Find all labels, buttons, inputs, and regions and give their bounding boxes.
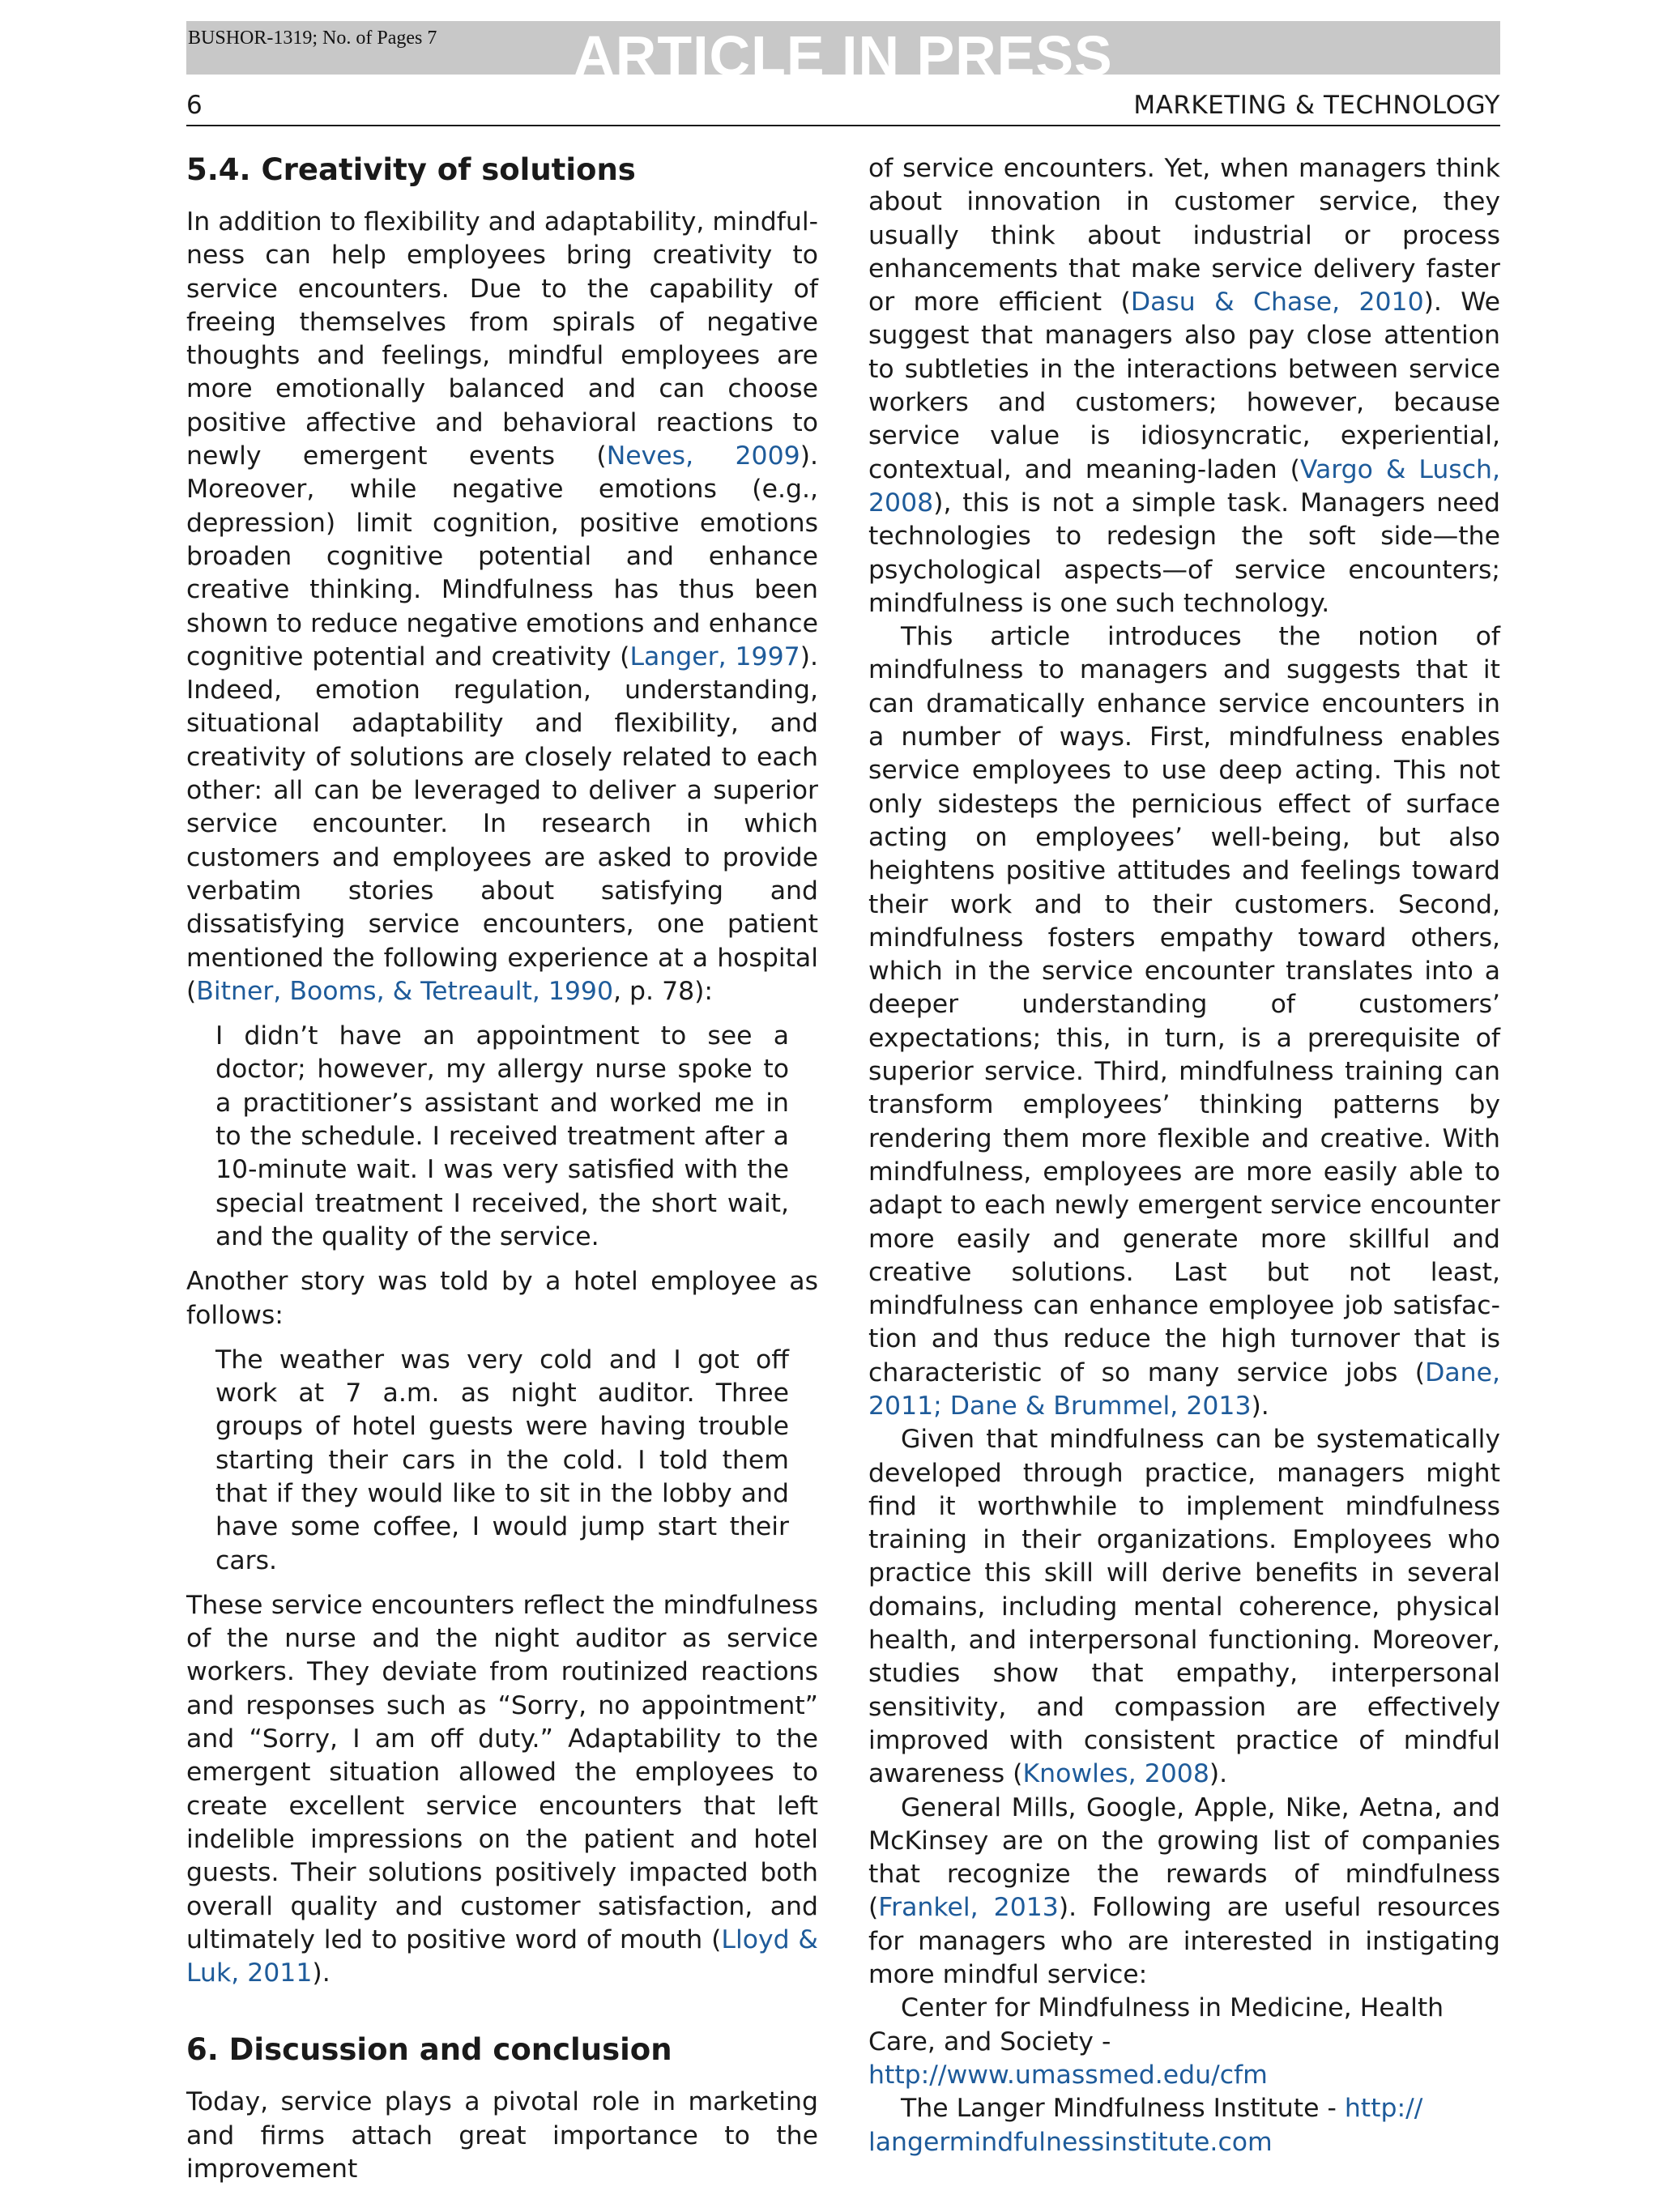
citation-neves-2009[interactable]: Neves, 2009 xyxy=(606,441,800,471)
citation-frankel-2013[interactable]: Frankel, 2013 xyxy=(878,1893,1059,1923)
paragraph-article-introduces: This article introduces the notion of mindfulness to managers and suggests that it can dramatically enhance service encounters in a number of ways. First, mindfulness enables service employees to use deep acting. This not only sidesteps the pernicious effect of surface acting on employees’ well-being, but also heightens positive attitudes and feelings toward their work and to their customers. Second, mindfulness fosters empathy toward others, which in the service encounter translates into a deeper understanding of customers’ expectations; this, in turn, is a prerequisite of superior service. Third, mindfulness training can transform employees’ thinking patterns by rendering them more flexible and creative. With mindfulness, employees are more easily able to adapt to each newly emergent service encounter more easily and generate more skillful and creative solutions. Last but not least, mindfulness can enhance employee job satisfaction and thus reduce the high turnover that is characteristic of so many service jobs (Dane, 2011; Dane & Brummel, 2013). xyxy=(868,622,1500,1421)
citation-bitner-1990[interactable]: Bitner, Booms, & Tetreault, 1990 xyxy=(196,976,614,1006)
link-umassmed-cfm[interactable]: http://www.umassmed.edu/cfm xyxy=(868,2060,1268,2090)
paragraph-systematically-developed: Given that mindfulness can be systematically developed through practice, managers might find it worthwhile to implement mindfulness training in their organizations. Employees who practice this skill will derive benefits in several domains, including mental coherence, physical health, and interpersonal functioning. Moreover, studies show that empathy, interpersonal sensitivity, and compassion are effectively improved with consistent practice of mindful awareness (Knowles, 2008). xyxy=(868,1425,1500,1789)
resource-umass-cfm: Center for Mindfulness in Medicine, Health Care, and Society - http://www.umassmed.edu/cfm xyxy=(868,1993,1444,2090)
quote-hotel-employee: The weather was very cold and I got off work at 7 a.m. as night auditor. Three groups of hotel guests were having trouble starting their cars in the cold. I told them that if they would like to sit in the lobby and have some coffee, I would jump start their cars. xyxy=(215,1345,789,1575)
citation-langer-1997[interactable]: Langer, 1997 xyxy=(629,641,800,671)
citation-dane-2011-2013[interactable]: Dane, 2011; Dane & Brummel, 2013 xyxy=(868,1357,1500,1421)
left-column xyxy=(186,152,818,2186)
heading-discussion-conclusion: 6. Discussion and conclusion xyxy=(186,2032,672,2068)
paragraph-companies-list: General Mills, Google, Apple, Nike, Aetna, and McKinsey are on the growing list of companies that recognize the rewards of mindfulness (Frankel, 2013). Following are useful resources for managers who are interested in instigating more mindful service: xyxy=(868,1792,1500,1990)
citation-dasu-chase-2010[interactable]: Dasu & Chase, 2010 xyxy=(1130,288,1424,318)
citation-vargo-lusch-2008[interactable]: Vargo & Lusch, 2008 xyxy=(868,454,1501,518)
paragraph-service-encounters-cont: of service encounters. Yet, when managers think about innovation in customer service, they usually think about industrial or process enhancements that make service delivery faster or more efficient (Dasu & Chase, 2010). We suggest that managers also pay close attention to subtleties in the interactions between service workers and customers; however, because service value is idiosyncratic, experiential, contextual, and meaning-laden (Vargo & Lusch, 2008), this is not a simple task. Managers need technologies to redesign the soft side—the psychological aspects—of service encounters; mindfulness is one such technology. xyxy=(868,154,1501,618)
article-in-press-banner xyxy=(186,21,1500,87)
paragraph-today-service: Today, service plays a pivotal role in marketing and firms attach great importance to the improvement xyxy=(186,2087,818,2184)
heading-creativity-of-solutions: 5.4. Creativity of solutions xyxy=(186,152,636,187)
running-header xyxy=(186,87,1500,126)
paragraph-creativity: In addition to flexibility and adaptability, mindfulness can help employees bring creativity to service encounters. Due to the capability of freeing themselves from spirals of negative thoughts and feelings, mindful employees are more emotionally balanced and can choose positive affective and behavioral reactions to newly emergent events (Neves, 2009). Moreover, while negative emotions (e.g., depression) limit cognition, positive emotions broaden cognitive potential and enhance creative thinking. Mindfulness has thus been shown to reduce negative emotions and enhance cognitive potential and creativity (Langer, 1997). Indeed, emotion regulation, understanding, situational adaptability and flexibility, and creativity of solutions are closely related to each other: all can be leveraged to deliver a superior service encounter. In research in which customers and employees are asked to provide verbatim stories about satisfying and dissatisfying service encounters, one patient mentioned the following experience at a hospital (Bitner, Booms, & Tetreault, 1990, p. 78): xyxy=(186,207,818,1006)
resource-langer-institute: The Langer Mindfulness Institute - http:// langermindfulnessinstitute.com xyxy=(868,2094,1423,2157)
paragraph-encounters-reflect: These service encounters reflect the mindfulness of the nurse and the night auditor as service workers. They deviate from routinized reactions and responses such as “Sorry, no appointment” and “Sorry, I am off duty.” Adaptability to the emergent situation allowed the employees to create excellent service encounters that left indelible impressions on the patient and hotel guests. Their solutions positively impacted both overall quality and customer satisfaction, and ultimately led to positive word of mouth (Lloyd & Luk, 2011). xyxy=(186,1590,818,1988)
banner-title: ARTICLE IN PRESS xyxy=(574,24,1113,87)
link-langer-institute[interactable]: http:// langermindfulnessinstitute.com xyxy=(868,2094,1423,2157)
citation-knowles-2008[interactable]: Knowles, 2008 xyxy=(1022,1759,1209,1789)
section-title: MARKETING & TECHNOLOGY xyxy=(1133,91,1500,120)
citation-lloyd-luk-2011[interactable]: Lloyd & Luk, 2011 xyxy=(186,1924,818,1988)
page-number: 6 xyxy=(186,91,203,120)
journal-id: BUSHOR-1319; No. of Pages 7 xyxy=(188,28,437,49)
paragraph-hotel-intro: Another story was told by a hotel employee as follows: xyxy=(186,1267,818,1330)
quote-hospital-patient: I didn’t have an appointment to see a doctor; however, my allergy nurse spoke to a practitioner’s assistant and worked me in to the schedule. I received treatment after a 10-minute wait. I was very satisfied with the special treatment I received, the short wait, and the quality of the service. xyxy=(215,1021,789,1251)
right-column xyxy=(868,152,1500,2159)
